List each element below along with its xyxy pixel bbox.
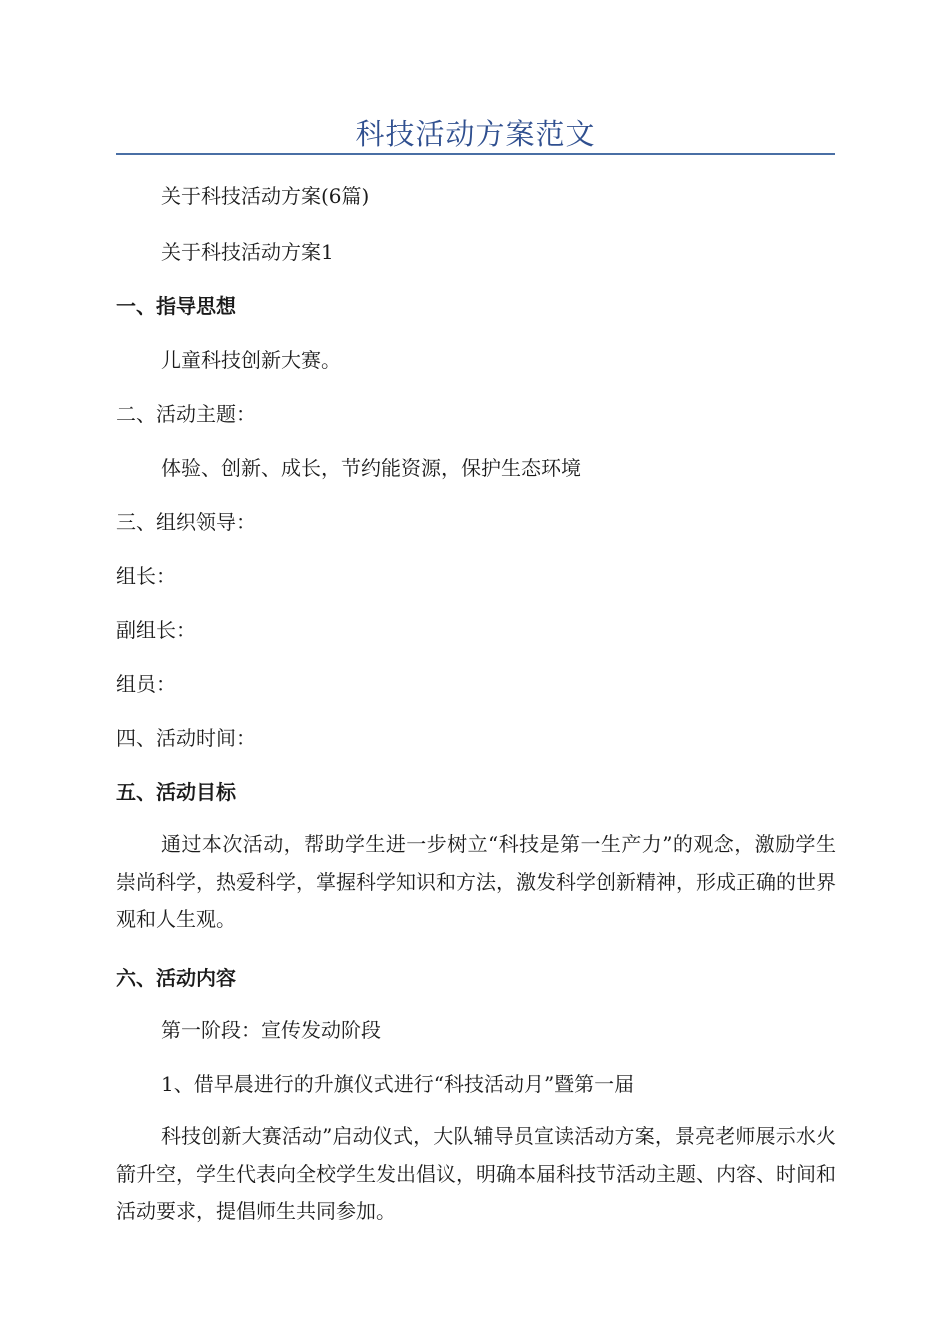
text-line: 组员： [116, 672, 176, 696]
section-heading: 五、活动目标 [116, 780, 236, 804]
text-line: 组长： [116, 564, 176, 588]
paragraph: 通过本次活动，帮助学生进一步树立“科技是第一生产力”的观念，激励学生崇尚科学，热爱科学，掌握科学知识和方法，激发科学创新精神，形成正确的世界观和人生观。 [116, 832, 836, 931]
text-line: 1、借早晨进行的升旗仪式进行“科技活动月”暨第一届 [161, 1072, 635, 1096]
text-line: 儿童科技创新大赛。 [161, 348, 341, 372]
text-line: 四、活动时间： [116, 726, 256, 750]
text-line: 二、活动主题： [116, 402, 256, 426]
text-line: 副组长： [116, 618, 196, 642]
text-line: 体验、创新、成长，节约能资源，保护生态环境 [161, 456, 581, 480]
document-title: 科技活动方案范文 [355, 117, 596, 151]
section-heading: 六、活动内容 [116, 966, 236, 990]
text-line: 第一阶段：宣传发动阶段 [161, 1018, 381, 1042]
text-line: 关于科技活动方案(6篇) [161, 184, 370, 208]
text-line: 关于科技活动方案1 [161, 240, 334, 264]
paragraph: 科技创新大赛活动”启动仪式，大队辅导员宣读活动方案，景亮老师展示水火箭升空，学生代表向全校学生发出倡议，明确本届科技节活动主题、内容、时间和活动要求，提倡师生共同参加。 [116, 1124, 836, 1223]
section-heading: 一、指导思想 [116, 294, 236, 318]
title-underline [116, 153, 835, 155]
text-line: 三、组织领导： [116, 510, 256, 534]
